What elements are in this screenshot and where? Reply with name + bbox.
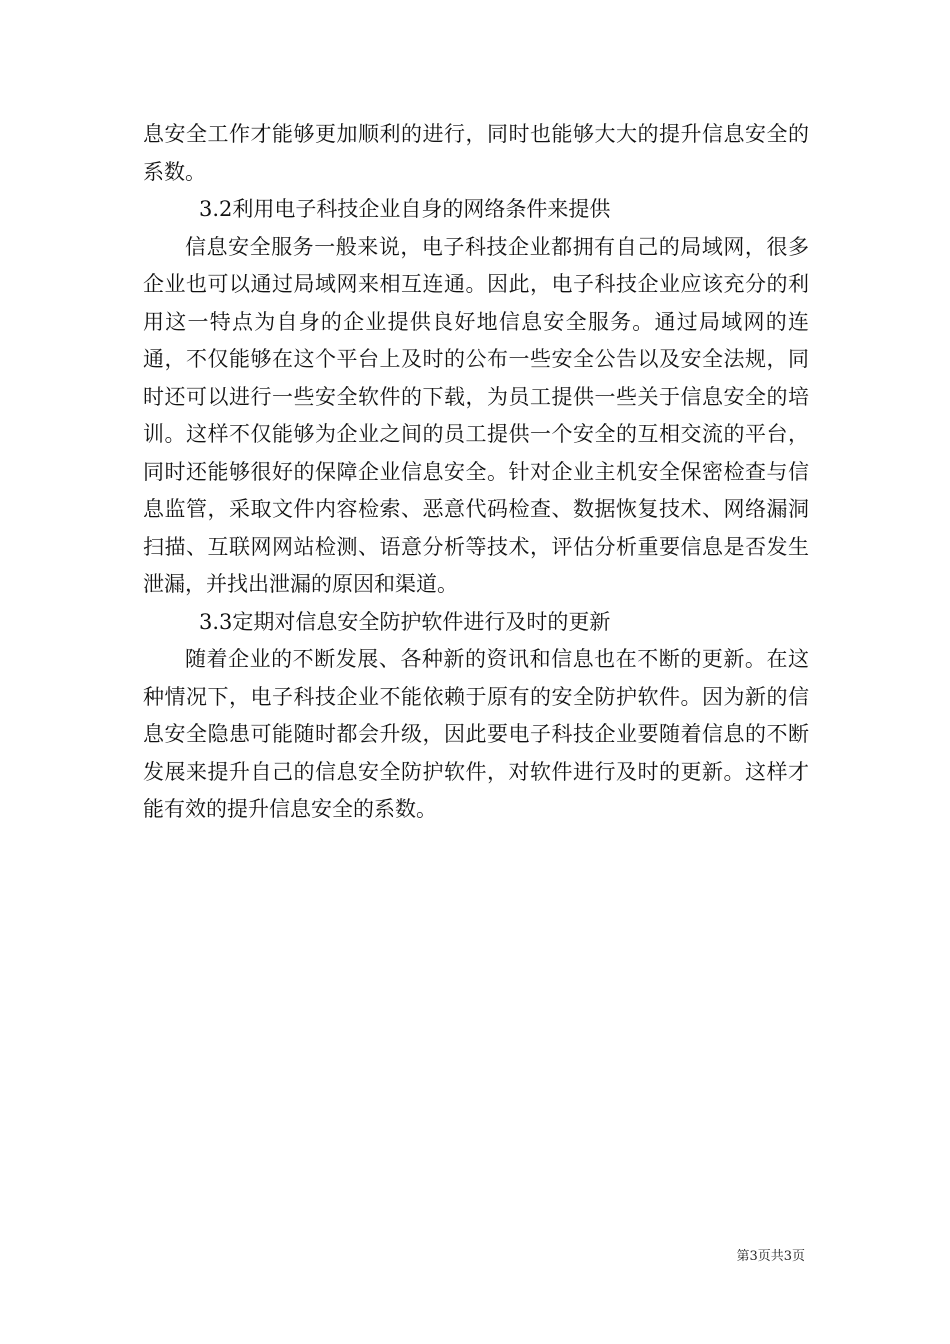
- paragraph-continuation: 息安全工作才能够更加顺利的进行，同时也能够大大的提升信息安全的系数。: [143, 122, 809, 184]
- section-heading-3-3: 3.3定期对信息安全防护软件进行及时的更新: [199, 609, 611, 634]
- document-body: [143, 116, 809, 829]
- page-number-footer: 第3页共3页: [736, 1249, 805, 1264]
- paragraph-software-update: 随着企业的不断发展、各种新的资讯和信息也在不断的更新。在这种情况下，电子科技企业不能依赖于原有的安全防护软件。因为新的信息安全隐患可能随时都会升级，因此要电子科技企业要随着信息的不断发展来提升自己的信息安全防护软件，对软件进行及时的更新。这样才能有效的提升信息安全的系数。: [143, 647, 809, 821]
- section-heading-3-2: 3.2利用电子科技企业自身的网络条件来提供: [199, 197, 611, 221]
- paragraph-network-service: 信息安全服务一般来说，电子科技企业都拥有自己的局域网，很多企业也可以通过局域网来相互连通。因此，电子科技企业应该充分的利用这一特点为自身的企业提供良好地信息安全服务。通过局域网的连通，不仅能够在这个平台上及时的公布一些安全公告以及安全法规，同时还可以进行一些安全软件的下载，为员工提供一些关于信息安全的培训。这样不仅能够为企业之间的员工提供一个安全的互相交流的平台，同时还能够很好的保障企业信息安全。针对企业主机安全保密检查与信息监管，采取文件内容检索、恶意代码检查、数据恢复技术、网络漏洞扫描、互联网网站检测、语意分析等技术，评估分析重要信息是否发生泄漏，并找出泄漏的原因和渠道。: [143, 234, 809, 596]
